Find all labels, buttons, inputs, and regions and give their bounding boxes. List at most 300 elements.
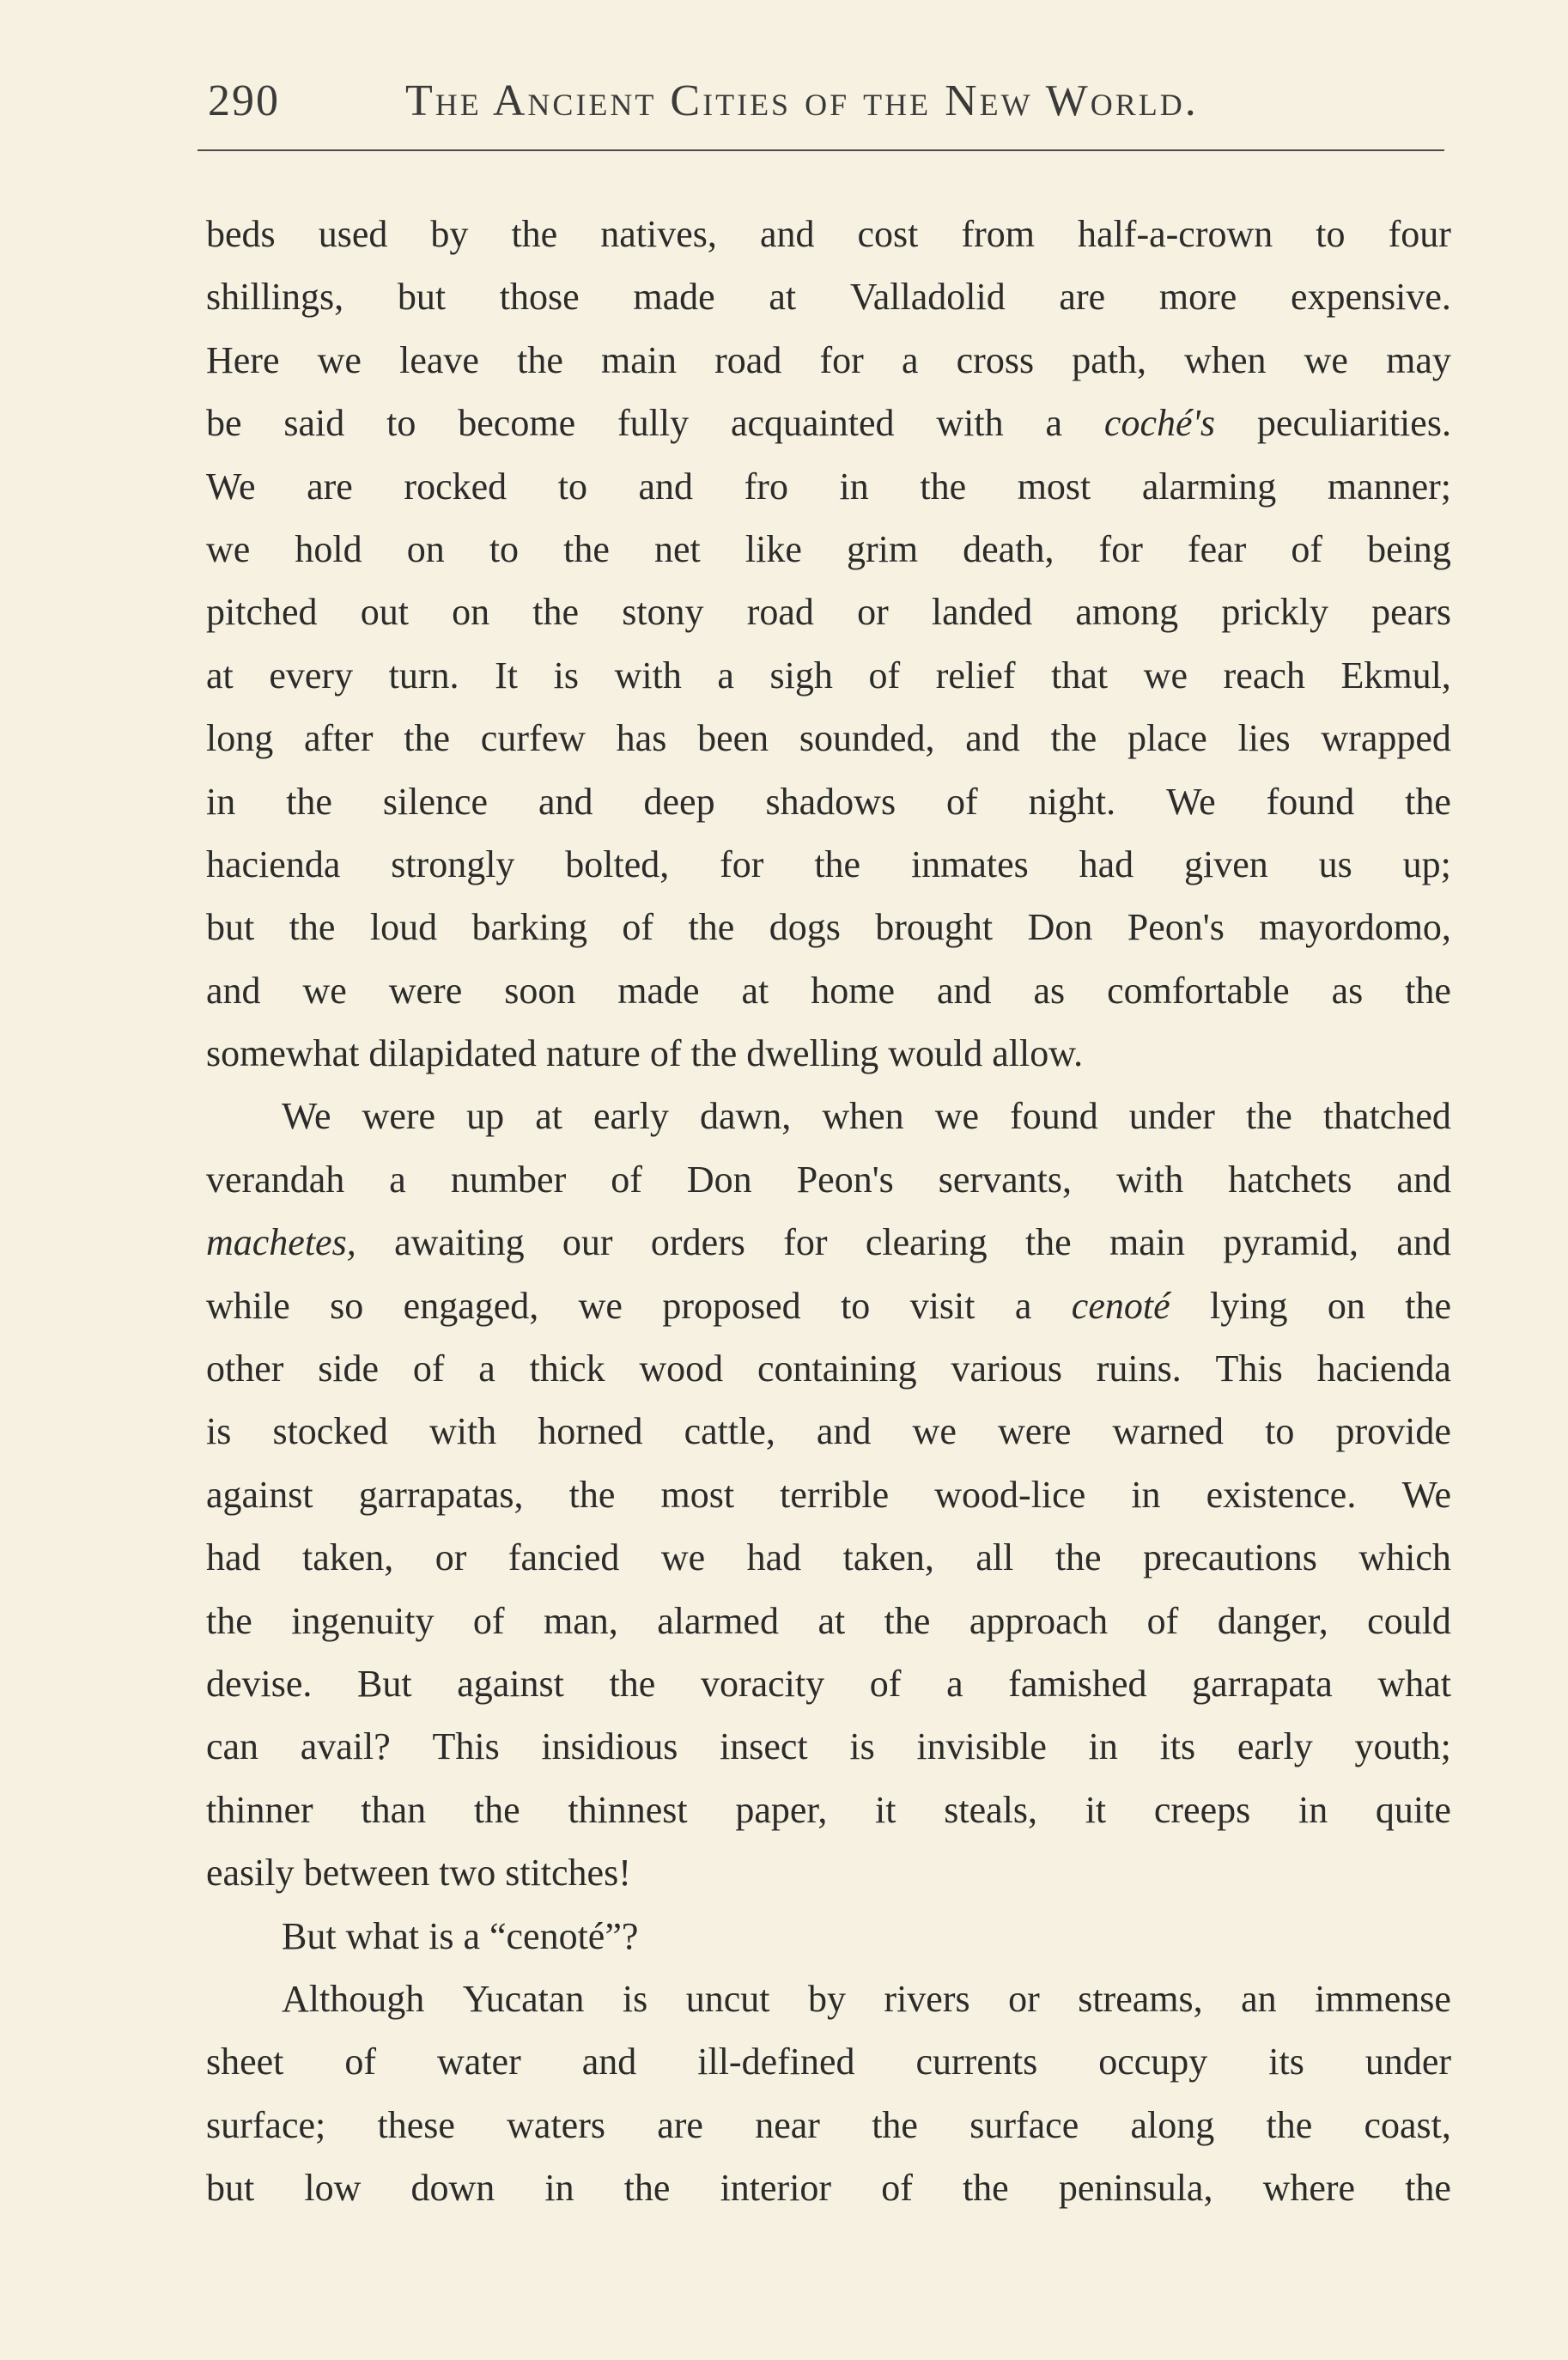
word: main [1109,1221,1186,1264]
word: steals, [944,1788,1037,1831]
word: dawn, [699,1095,792,1138]
word: a [717,654,734,696]
word: coché's [1103,402,1216,445]
word: the [1405,780,1451,823]
word: so [330,1284,364,1327]
word: been [697,717,769,760]
word: of [344,2041,377,2083]
word: of [1146,1599,1179,1642]
word: is [622,1977,648,2020]
word: these [377,2103,455,2146]
word: brought [875,906,994,949]
word: of [869,1662,902,1705]
word: man, [544,1599,618,1642]
text-run: easily between two stitches! [206,1852,631,1895]
word: like [744,527,802,570]
word: hold [295,527,362,570]
word: engaged, [403,1284,539,1327]
text-line [206,1841,1451,1904]
word: our [562,1221,613,1264]
word: are [307,465,353,508]
word: the [1405,969,1451,1012]
text-line [206,1274,1451,1337]
word: every [269,654,354,696]
word: low [304,2167,362,2210]
text-run: somewhat dilapidated nature of the dwelling would allow. [206,1032,1084,1075]
word: the [1024,1221,1072,1264]
word: the [884,1599,931,1642]
word: and [638,465,694,508]
word: place [1127,717,1207,760]
word: coast, [1364,2103,1451,2146]
word: are [1059,276,1106,319]
word: inmates [910,842,1029,885]
word: for [720,842,764,885]
word: and [581,2041,637,2083]
word: the [511,213,558,255]
body-text [206,203,1451,2220]
word: quite [1375,1788,1451,1831]
text-line [206,1715,1451,1778]
word: or [1008,1977,1040,2020]
word: avail? [300,1725,391,1768]
word: with [936,402,1004,445]
word: in [839,465,869,508]
word: said [283,402,345,445]
word: thinnest [568,1788,688,1831]
word: or [435,1536,467,1579]
word: had [1079,842,1134,885]
word: under [1128,1095,1215,1138]
word: at [817,1599,846,1642]
word: leave [399,338,479,381]
word: Although [282,1977,425,2020]
word: being [1367,527,1451,570]
word: terrible [780,1473,890,1516]
word: a [478,1347,495,1390]
word: It [495,654,519,696]
running-title: The Ancient Cities of the New World. [405,76,1199,125]
word: were [388,969,463,1012]
word: Don [1027,906,1093,949]
word: we [302,969,347,1012]
word: the [286,780,332,823]
word: that [1051,654,1109,696]
word: Peon's [796,1158,894,1201]
word: currents [915,2041,1038,2083]
word: of [868,654,901,696]
word: provide [1335,1410,1451,1453]
word: which [1358,1536,1451,1579]
word: in [1088,1725,1118,1768]
word: we [912,1410,957,1453]
word: in [1298,1788,1328,1831]
word: we [934,1095,980,1138]
text-line [206,1526,1451,1589]
word: bolted, [565,842,670,885]
running-head [199,76,1444,136]
word: on [1327,1284,1365,1327]
word: but [206,2167,255,2210]
word: wrapped [1321,717,1451,760]
word: wood [639,1347,724,1390]
word: existence. [1206,1473,1357,1516]
word: could [1367,1599,1451,1642]
word: fear [1187,527,1247,570]
word: sounded, [799,717,935,760]
word: most [660,1473,735,1516]
word: surface [969,2103,1079,2146]
word: a [389,1158,406,1201]
word: manner; [1327,465,1451,508]
word: relief [935,654,1016,696]
word: of [622,906,654,949]
word: clearing [865,1221,988,1264]
word: uncut [685,1977,770,2020]
word: found [1266,780,1355,823]
word: reach [1223,654,1305,696]
word: at [535,1095,562,1138]
word: more [1158,276,1237,319]
word: a [901,338,919,381]
text-line [206,1463,1451,1526]
text-line [206,518,1451,581]
word: youth; [1354,1725,1451,1768]
word: proposed [662,1284,801,1327]
word: what [1377,1662,1451,1705]
word: of [881,2167,913,2210]
word: horned [538,1410,643,1453]
word: hacienda [206,842,341,885]
word: home [811,969,896,1012]
word: hatchets [1228,1158,1352,1201]
word: We [282,1095,331,1138]
word: and [965,717,1020,760]
word: early [593,1095,669,1138]
word: ill-defined [697,2041,855,2083]
word: sheet [206,2041,284,2083]
word: we [317,338,362,381]
word: the [814,842,861,885]
word: its [1159,1725,1196,1768]
word: curfew [480,717,586,760]
word: taken, [842,1536,934,1579]
word: we [578,1284,623,1327]
word: awaiting [394,1221,525,1264]
word: waters [507,2103,605,2146]
word: as [1331,969,1364,1012]
word: other [206,1347,284,1390]
text-line [206,2030,1451,2093]
word: a [946,1662,963,1705]
word: to [1316,213,1346,255]
word: for [819,338,864,381]
word: we [1143,654,1188,696]
word: landed [931,591,1033,634]
word: made [617,969,700,1012]
word: voracity [700,1662,825,1705]
text-line [206,1968,1451,2030]
word: are [657,2103,703,2146]
text-line [206,770,1451,833]
word: lying [1210,1284,1288,1327]
text-line [206,644,1451,707]
word: Peon's [1127,906,1225,949]
word: thinner [206,1788,313,1831]
text-line [206,392,1451,454]
word: of [946,780,978,823]
word: garrapatas, [358,1473,524,1516]
word: the [563,527,610,570]
word: prickly [1221,591,1328,634]
word: Don [686,1158,752,1201]
word: stony [622,591,704,634]
word: in [206,780,236,823]
word: fancied [507,1536,620,1579]
word: lies [1237,717,1291,760]
word: it [1085,1788,1107,1831]
word: of [472,1599,505,1642]
word: down [410,2167,495,2210]
word: found [1010,1095,1098,1138]
word: pyramid, [1223,1221,1359,1264]
word: cross [956,338,1035,381]
text-line [206,1400,1451,1463]
word: while [206,1284,290,1327]
text-run: But what is a “cenoté”? [282,1914,639,1957]
word: were [997,1410,1072,1453]
word: had [206,1536,261,1579]
word: number [450,1158,567,1201]
text-line [206,959,1451,1022]
word: is [849,1725,875,1768]
word: creeps [1153,1788,1251,1831]
word: near [755,2103,820,2146]
text-line [206,896,1451,958]
word: night. [1028,780,1116,823]
word: peculiarities. [1256,402,1451,445]
word: main [601,338,677,381]
word: or [857,591,889,634]
word: expensive. [1290,276,1451,319]
word: most [1017,465,1091,508]
word: net [654,527,701,570]
word: it [875,1788,896,1831]
word: had [746,1536,802,1579]
word: road [714,338,782,381]
word: insect [720,1725,808,1768]
text-line [206,707,1451,769]
word: of [611,1158,642,1201]
word: We [1401,1473,1451,1516]
word: sigh [769,654,833,696]
word: cenoté [1071,1284,1170,1327]
word: servants, [938,1158,1072,1201]
word: alarmed [657,1599,779,1642]
word: shillings, [206,276,344,319]
text-line [206,833,1451,896]
word: the [1266,2103,1313,2146]
text-line [206,1022,1451,1085]
word: with [428,1410,497,1453]
word: acquainted [730,402,895,445]
word: rivers [884,1977,970,2020]
text-line [206,2094,1451,2156]
word: barking [471,906,587,949]
word: half-a-crown [1078,213,1273,255]
word: to [489,527,520,570]
word: fro [744,465,788,508]
word: comfortable [1107,969,1290,1012]
word: the [289,906,336,949]
word: and [538,780,593,823]
text-line [206,455,1451,518]
text-line [206,1590,1451,1652]
word: out [360,591,409,634]
word: deep [643,780,715,823]
text-line [206,1652,1451,1715]
word: thatched [1322,1095,1451,1138]
word: those [499,276,580,319]
text-line [206,1085,1451,1147]
text-line [206,1337,1451,1400]
word: We [1166,780,1216,823]
word: early [1237,1725,1313,1768]
word: at [769,276,797,319]
word: the [1050,717,1097,760]
word: the [609,1662,656,1705]
word: by [430,213,469,255]
word: orders [650,1221,745,1264]
word: a [1045,402,1063,445]
word: the [1246,1095,1292,1138]
word: to [386,402,416,445]
word: at [741,969,769,1012]
word: as [1033,969,1066,1012]
word: when [1184,338,1267,381]
word: containing [757,1347,917,1390]
word: occupy [1098,2041,1208,2083]
word: we [1304,338,1348,381]
word: made [633,276,715,319]
word: when [822,1095,904,1138]
word: stocked [272,1410,388,1453]
word: is [553,654,579,696]
word: machetes, [206,1221,356,1264]
text-line [206,1779,1451,1841]
word: the [517,338,563,381]
header-rule [198,149,1444,151]
word: peninsula, [1058,2167,1213,2210]
word: ingenuity [291,1599,435,1642]
word: dogs [769,906,841,949]
word: garrapata [1192,1662,1333,1705]
word: surface; [206,2103,326,2146]
word: cost [857,213,919,255]
word: and [1396,1221,1451,1264]
word: approach [969,1599,1109,1642]
word: but [206,906,255,949]
word: where [1262,2167,1356,2210]
word: mayordomo, [1259,906,1451,949]
word: of [1291,527,1323,570]
word: the [1405,1284,1451,1327]
word: the [473,1788,520,1831]
word: paper, [735,1788,828,1831]
word: Valladolid [849,276,1006,319]
word: soon [504,969,576,1012]
page-number: 290 [208,76,280,125]
word: warned [1112,1410,1225,1453]
word: against [206,1473,313,1516]
word: from [961,213,1035,255]
word: invisible [916,1725,1047,1768]
word: up; [1402,842,1451,885]
word: verandah [206,1158,345,1201]
word: water [437,2041,521,2083]
word: the [206,1599,252,1642]
word: on [406,527,445,570]
word: wood-lice [934,1473,1086,1516]
word: the [872,2103,918,2146]
word: under [1364,2041,1451,2083]
word: pitched [206,591,318,634]
word: but [397,276,447,319]
word: is [206,1410,232,1453]
word: and [1396,1158,1451,1201]
word: danger, [1217,1599,1328,1642]
word: side [318,1347,380,1390]
word: and [816,1410,872,1453]
word: we [206,527,251,570]
text-line [206,2156,1451,2219]
word: by [807,1977,846,2020]
word: death, [963,527,1054,570]
word: immense [1315,1977,1451,2020]
word: the [623,2167,671,2210]
word: the [962,2167,1009,2210]
word: We [206,465,256,508]
word: natives, [600,213,717,255]
word: hacienda [1316,1347,1451,1390]
text-line [206,1211,1451,1274]
word: precautions [1143,1536,1317,1579]
word: taken, [302,1536,394,1579]
text-line [206,1148,1451,1211]
word: famished [1008,1662,1147,1705]
word: a [1014,1284,1032,1327]
word: the [1405,2167,1451,2210]
word: loud [369,906,438,949]
text-line [206,203,1451,265]
word: turn. [388,654,459,696]
word: may [1386,338,1451,381]
word: the [920,465,967,508]
text-line [206,581,1451,643]
word: the [532,591,580,634]
word: at [206,654,234,696]
word: be [206,402,242,445]
word: shadows [765,780,896,823]
word: with [1115,1158,1184,1201]
word: and [206,969,261,1012]
word: devise. [206,1662,313,1705]
word: alarming [1141,465,1277,508]
word: an [1241,1977,1277,2020]
word: strongly [391,842,515,885]
word: its [1268,2041,1304,2083]
word: Ekmul, [1340,654,1451,696]
